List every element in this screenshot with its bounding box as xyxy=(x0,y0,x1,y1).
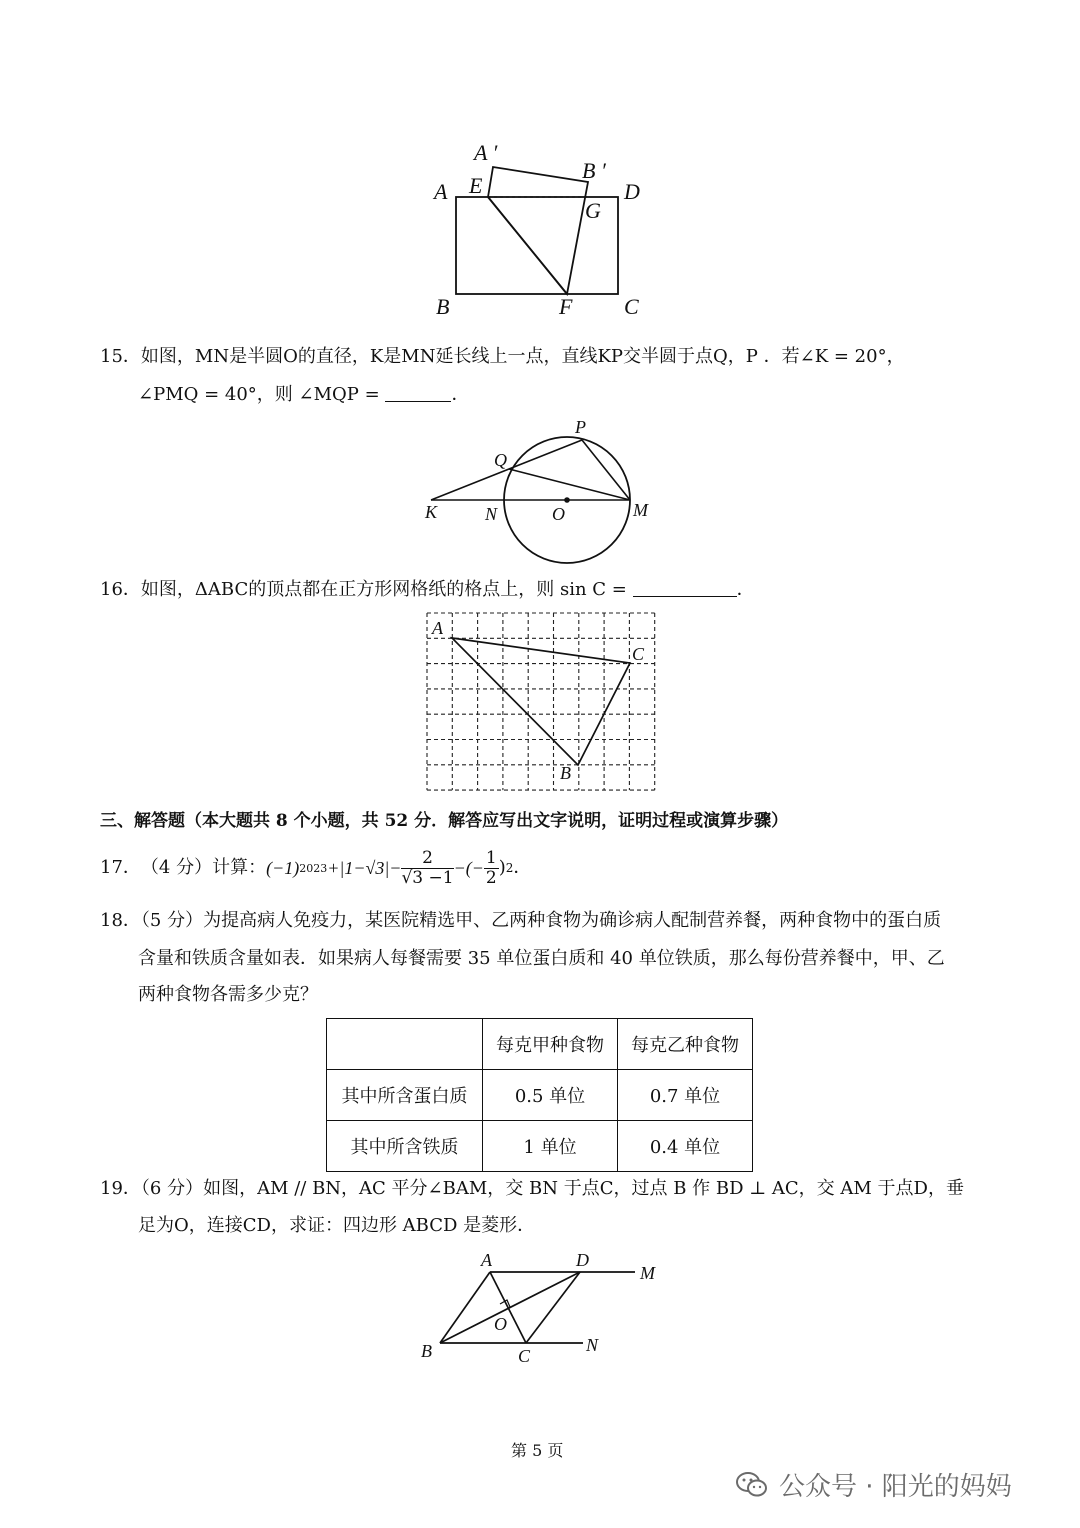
figure-grid-triangle xyxy=(420,610,660,800)
side-ab xyxy=(440,1272,490,1343)
label-m: M xyxy=(633,500,648,520)
label-c: C xyxy=(624,294,639,319)
label-o: O xyxy=(552,504,565,524)
line-kp xyxy=(431,440,582,500)
question-text: 如图，ΔABC的顶点都在正方形网格纸的格点上，则 sin C = xyxy=(140,579,627,600)
label-m: M xyxy=(640,1263,655,1283)
center-dot xyxy=(564,497,570,503)
fold-line-ef xyxy=(488,197,567,294)
question-number: 18． xyxy=(100,910,141,931)
table-cell: 每克乙种食物 xyxy=(618,1019,753,1070)
diagonal-bd xyxy=(440,1272,580,1343)
expr-part: (−1) xyxy=(266,858,300,878)
question-text: 如图，MN是半圆O的直径，K是MN延长线上一点，直线KP交半圆于点Q，P ．若∠K = 20°， xyxy=(140,346,905,367)
label-k: K xyxy=(425,502,438,522)
figure-folded-rectangle xyxy=(420,130,660,330)
label-o: O xyxy=(494,1314,507,1334)
answer-blank[interactable] xyxy=(633,580,737,597)
table-header-row xyxy=(327,1019,753,1070)
question-text: ∠PMQ = 40°，则 ∠MQP = xyxy=(138,384,380,405)
table-cell: 每克甲种食物 xyxy=(483,1019,618,1070)
label-c: C xyxy=(632,644,645,664)
label-d: D xyxy=(576,1250,589,1270)
side-dc xyxy=(526,1272,580,1343)
table-cell: 0.5 单位 xyxy=(483,1070,618,1121)
figure-circle xyxy=(420,410,670,575)
page-number: 第 5 页 xyxy=(511,1441,564,1460)
folded-quad xyxy=(488,167,588,294)
question-15-line-2: ∠PMQ = 40°，则 ∠MQP = ． xyxy=(138,384,470,405)
question-number: 19． xyxy=(100,1178,141,1199)
fraction-1: $\frac{2}{√3 -1}$ xyxy=(401,847,454,888)
table-row xyxy=(327,1121,753,1172)
question-15-line-1 xyxy=(100,348,905,366)
fraction-2: $\frac{1}{2}$ xyxy=(485,847,497,888)
label-a: A xyxy=(434,179,448,204)
question-16: 16．如图，ΔABC的顶点都在正方形网格纸的格点上，则 sin C = ． xyxy=(100,579,755,600)
table-cell: 1 单位 xyxy=(483,1121,618,1172)
section-heading: 三、解答题（本大题共 8 个小题，共 52 分．解答应写出文字说明，证明过程或演算步骤） xyxy=(100,811,789,831)
label-n: N xyxy=(586,1335,599,1355)
question-18-line-3: 两种食物各需多少克？ xyxy=(138,984,318,1005)
question-number: 17． xyxy=(100,857,141,878)
question-19-line-1: 19．（6 分）如图，AM // BN，AC 平分∠BAM，交 BN 于点C，过点 B 作 BD ⊥ AC，交 AM 于点D，垂 xyxy=(100,1178,964,1199)
question-17: 17． （4 分）计算： (−1) 2023 +|1−√3|− $\frac{2}{√3 -1}$ −(− $\frac{1}{2}$ ) 2 ． xyxy=(100,847,532,888)
question-score: （4 分）计算： xyxy=(140,857,267,878)
label-b: B xyxy=(560,763,571,783)
label-e: E xyxy=(469,173,483,198)
label-n: N xyxy=(485,504,498,524)
label-a: A xyxy=(432,618,443,638)
label-a-prime: A ′ xyxy=(474,140,498,165)
question-number: 16． xyxy=(100,579,141,600)
label-d: D xyxy=(624,179,640,204)
label-a: A xyxy=(481,1250,492,1270)
question-19-line-2: 足为O，连接CD，求证：四边形 ABCD 是菱形． xyxy=(138,1215,536,1236)
label-b: B xyxy=(421,1341,432,1361)
expr-part: +|1−√3|− xyxy=(327,858,402,878)
wechat-icon xyxy=(735,1470,769,1500)
question-18-line-2: 含量和铁质含量如表．如果病人每餐需要 35 单位蛋白质和 40 单位铁质，那么每份营养餐中，甲、乙 xyxy=(138,948,945,969)
label-b: B xyxy=(436,294,450,319)
expr-part: −(− xyxy=(453,858,484,878)
label-g: G xyxy=(585,198,601,223)
chord-qm xyxy=(509,469,630,500)
label-c: C xyxy=(518,1346,531,1366)
answer-blank[interactable] xyxy=(385,385,451,402)
table-cell: 其中所含铁质 xyxy=(327,1121,483,1172)
table-cell xyxy=(327,1019,483,1070)
watermark-text: 公众号 · 阳光的妈妈 xyxy=(779,1472,1012,1502)
figure-rhombus xyxy=(410,1245,670,1375)
triangle-abc xyxy=(452,638,630,765)
label-b-prime: B ′ xyxy=(582,158,606,183)
table-cell: 0.4 单位 xyxy=(618,1121,753,1172)
nutrition-table xyxy=(326,1018,753,1172)
table-row xyxy=(327,1070,753,1121)
right-angle-mark xyxy=(500,1300,510,1307)
label-p: P xyxy=(575,417,586,437)
label-q: Q xyxy=(494,450,507,470)
table-cell: 0.7 单位 xyxy=(618,1070,753,1121)
table-cell: 其中所含蛋白质 xyxy=(327,1070,483,1121)
question-number: 15． xyxy=(100,346,141,367)
question-18-line-1: 18．（5 分）为提高病人免疫力，某医院精选甲、乙两种食物为确诊病人配制营养餐，两种食物中的蛋白质 xyxy=(100,910,942,931)
watermark xyxy=(735,1466,1012,1503)
label-f: F xyxy=(559,294,573,319)
